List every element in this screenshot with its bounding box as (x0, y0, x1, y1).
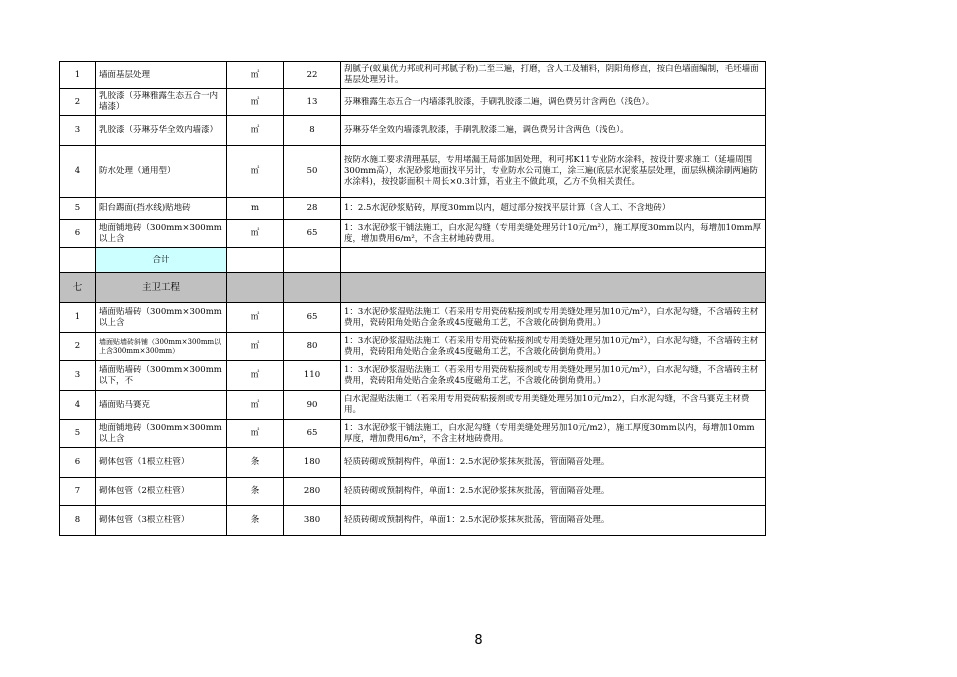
item-name-text: 合计 (152, 254, 170, 265)
description-text: 1：3水泥砂浆干铺法施工，白水泥勾缝（专用美缝处理另计10元/m²），施工厚度30mm以内，每增加10mm厚度，增加费用6/m²，不含主材地砖费用。 (344, 222, 762, 244)
unit-cell (227, 89, 284, 116)
unit-cell (227, 248, 284, 273)
quantity-cell (284, 478, 341, 506)
description-text: 芬琳雅露生态五合一内墙漆乳胶漆，手刷乳胶漆二遍，调色费另计含两色（浅色）。 (344, 96, 655, 107)
unit-cell (227, 361, 284, 391)
table-row (60, 361, 766, 391)
item-name-cell (96, 62, 227, 89)
unit-text: ㎡ (250, 125, 260, 135)
unit-cell (227, 333, 284, 361)
unit-text: ㎡ (250, 428, 260, 438)
description-text: 轻质砖砌或预制构件，单面1：2.5水泥砂浆抹灰批荡，管面隔音处理。 (344, 515, 610, 525)
table-row (60, 333, 766, 361)
item-number-cell (60, 333, 96, 361)
description-text: 刮腻子(蚁巢优力邦或利可邦腻子粉)二至三遍，打磨，含人工及辅料，阴阳角修直，按白色墙面编制，毛坯墙面基层处理另计。 (344, 64, 759, 85)
quantity-cell (284, 448, 341, 478)
quantity-text: 80 (306, 341, 318, 351)
description-cell (341, 89, 766, 116)
description-cell (341, 478, 766, 506)
description-cell (341, 62, 766, 89)
item-name-text: 乳胶漆（芬琳芬华全效内墙漆） (99, 125, 219, 135)
item-number-cell (60, 448, 96, 478)
item-number-text: 3 (74, 370, 81, 380)
description-cell (341, 391, 766, 420)
description-text: 1：3水泥砂浆湿贴法施工（若采用专用瓷砖粘接剂或专用美缝处理另加10元/m²），白水泥勾缝，不含墙砖主材费用，瓷砖阳角处贴合金条或45度磁角工艺，不含玻化砖倒角费用。） (344, 364, 759, 386)
quotation-table-body (60, 62, 766, 536)
item-name-cell (96, 391, 227, 420)
unit-text: ㎡ (250, 370, 260, 380)
unit-cell (227, 273, 284, 303)
table-row (60, 116, 766, 146)
item-name-text: 主卫工程 (141, 282, 180, 293)
item-number-cell (60, 248, 96, 273)
item-number-text: 4 (74, 399, 81, 410)
unit-cell (227, 198, 284, 220)
table-row (60, 303, 766, 333)
item-number-text: 7 (74, 486, 81, 496)
subtotal-row (60, 248, 766, 273)
item-name-cell (96, 478, 227, 506)
unit-text: 条 (250, 486, 260, 496)
quantity-cell (284, 361, 341, 391)
description-cell (341, 333, 766, 361)
table-row (60, 506, 766, 536)
item-name-text: 墙面贴马赛克 (99, 399, 151, 410)
description-cell (341, 116, 766, 146)
quantity-cell (284, 62, 341, 89)
item-number-cell (60, 391, 96, 420)
description-text: 轻质砖砌或预制构件，单面1：2.5水泥砂浆抹灰批荡，管面隔音处理。 (344, 457, 610, 467)
quantity-cell (284, 146, 341, 198)
description-text: 轻质砖砌或预制构件，单面1：2.5水泥砂浆抹灰批荡，管面隔音处理。 (344, 486, 610, 496)
unit-cell (227, 420, 284, 448)
item-name-text: 砌体包管（1根立柱管） (99, 457, 190, 467)
item-number-text: 6 (74, 457, 81, 467)
description-text: 芬琳芬华全效内墙漆乳胶漆，手刷乳胶漆二遍，调色费另计含两色（浅色）。 (344, 125, 629, 135)
item-name-text: 防水处理（通用型） (99, 166, 176, 176)
quantity-text: 65 (306, 312, 318, 322)
unit-text: 条 (250, 515, 260, 525)
item-number-cell (60, 220, 96, 248)
quantity-cell (284, 116, 341, 146)
table-row (60, 420, 766, 448)
description-text: 1：2.5水泥砂浆贴砖，厚度30mm以内，超过部分按找平层计算（含人工、不含地砖） (344, 203, 671, 213)
quantity-cell (284, 248, 341, 273)
unit-cell (227, 391, 284, 420)
item-number-text: 3 (74, 125, 81, 135)
item-name-cell (96, 420, 227, 448)
quantity-text: 65 (306, 428, 318, 438)
table-row (60, 62, 766, 89)
quantity-cell (284, 273, 341, 303)
description-cell (341, 146, 766, 198)
item-number-text: 1 (74, 69, 81, 80)
item-number-cell (60, 361, 96, 391)
quantity-text: 28 (306, 203, 318, 213)
description-cell (341, 273, 766, 303)
description-text: 1：3水泥砂浆干铺法施工，白水泥勾缝（专用美缝处理另加10元/m2），施工厚度30mm以内，每增加10mm厚度，增加费用6/m²，不含主材地砖费用。 (344, 422, 755, 444)
description-text: 白水泥湿贴法施工（若采用专用瓷砖粘接剂或专用美缝处理另加10元/m2），白水泥勾缝，不含马赛克主材费用。 (344, 394, 750, 415)
item-name-cell (96, 89, 227, 116)
item-name-cell (96, 220, 227, 248)
item-number-cell (60, 303, 96, 333)
quantity-text: 8 (309, 125, 315, 135)
unit-text: m (250, 203, 260, 213)
unit-cell (227, 506, 284, 536)
unit-cell (227, 448, 284, 478)
section-header-row (60, 273, 766, 303)
item-number-cell (60, 89, 96, 116)
page-number: 8 (474, 633, 483, 648)
description-text: 1：3水泥砂浆湿贴法施工（若采用专用瓷砖粘接剂或专用美缝处理另加10元/m²），白水泥勾缝，不含墙砖主材费用，瓷砖阳角处贴合金条或45度磁角工艺，不含玻化砖倒角费用。） (344, 335, 759, 357)
item-number-cell (60, 62, 96, 89)
table-row (60, 391, 766, 420)
unit-text: ㎡ (250, 69, 260, 80)
table-row (60, 448, 766, 478)
description-cell (341, 198, 766, 220)
table-row (60, 220, 766, 248)
unit-text: ㎡ (250, 312, 260, 322)
table-row (60, 198, 766, 220)
quantity-cell (284, 391, 341, 420)
quantity-cell (284, 420, 341, 448)
item-name-cell (96, 248, 227, 273)
unit-text: ㎡ (250, 166, 260, 176)
unit-cell (227, 303, 284, 333)
item-name-text: 墙面贴墙砖（300mm×300mm以上含 (99, 306, 222, 328)
description-text: 1：3水泥砂浆湿贴法施工（若采用专用瓷砖粘接剂或专用美缝处理另加10元/m²），白水泥勾缝，不含墙砖主材费用，瓷砖阳角处贴合金条或45度磁角工艺，不含玻化砖倒角费用。） (344, 306, 759, 328)
description-cell (341, 220, 766, 248)
unit-text: ㎡ (250, 228, 260, 238)
unit-cell (227, 62, 284, 89)
quantity-text: 50 (306, 166, 318, 176)
unit-cell (227, 220, 284, 248)
quantity-cell (284, 89, 341, 116)
item-name-text: 墙面贴墙砖斜铺（300mm×300mm以上含300mm×300mm） (99, 337, 222, 355)
item-name-cell (96, 146, 227, 198)
table-row (60, 146, 766, 198)
item-name-text: 砌体包管（3根立柱管） (99, 515, 190, 525)
item-name-cell (96, 273, 227, 303)
item-name-text: 乳胶漆（芬琳雅露生态五合一内墙漆） (99, 91, 219, 112)
item-name-text: 墙面贴墙砖（300mm×300mm以下，不 (99, 364, 222, 386)
quantity-text: 280 (303, 486, 321, 496)
item-name-cell (96, 198, 227, 220)
item-number-cell (60, 198, 96, 220)
item-number-text: 4 (74, 166, 81, 176)
description-cell (341, 448, 766, 478)
description-cell (341, 361, 766, 391)
item-number-cell (60, 146, 96, 198)
item-name-text: 砌体包管（2根立柱管） (99, 486, 190, 496)
unit-cell (227, 146, 284, 198)
item-name-cell (96, 506, 227, 536)
unit-cell (227, 116, 284, 146)
item-name-cell (96, 361, 227, 391)
item-number-cell (60, 478, 96, 506)
item-number-text: 1 (74, 312, 81, 322)
item-name-cell (96, 333, 227, 361)
item-number-text: 6 (74, 228, 81, 238)
quantity-cell (284, 303, 341, 333)
quantity-text: 22 (306, 69, 318, 80)
quantity-text: 65 (306, 228, 318, 238)
quantity-text: 180 (303, 457, 321, 467)
item-number-text: 8 (74, 515, 81, 525)
item-number-text: 5 (74, 203, 81, 213)
item-number-cell (60, 420, 96, 448)
quotation-table (59, 61, 766, 536)
description-cell (341, 303, 766, 333)
quantity-text: 13 (306, 96, 318, 107)
unit-text: 条 (250, 457, 260, 467)
unit-text: ㎡ (250, 341, 260, 351)
item-number-text: 2 (74, 96, 81, 107)
unit-text: ㎡ (250, 96, 260, 107)
quantity-cell (284, 506, 341, 536)
item-number-cell (60, 116, 96, 146)
item-number-text: 七 (72, 282, 83, 293)
quantity-cell (284, 333, 341, 361)
quantity-text: 110 (303, 370, 321, 380)
item-number-text: 5 (74, 428, 81, 438)
description-cell (341, 420, 766, 448)
table-row (60, 478, 766, 506)
item-number-text: 2 (74, 341, 81, 351)
item-name-text: 阳台踢面(挡水线)贴地砖 (99, 203, 191, 213)
table-row (60, 89, 766, 116)
item-name-cell (96, 116, 227, 146)
item-number-cell (60, 273, 96, 303)
item-name-text: 墙面基层处理 (99, 69, 151, 80)
quantity-cell (284, 220, 341, 248)
item-name-cell (96, 303, 227, 333)
item-name-text: 地面铺地砖（300mm×300mm以上含 (99, 422, 222, 444)
item-number-cell (60, 506, 96, 536)
unit-cell (227, 478, 284, 506)
item-name-cell (96, 448, 227, 478)
description-cell (341, 248, 766, 273)
quantity-text: 380 (303, 515, 321, 525)
unit-text: ㎡ (250, 399, 260, 410)
item-name-text: 地面铺地砖（300mm×300mm以上含 (99, 222, 222, 244)
description-cell (341, 506, 766, 536)
description-text: 按防水施工要求清理基层，专用堵漏王局部加固处理，利可邦K11专业防水涂料，按设计要求施工（延墙周围300mm高），水泥砂浆地面找平另计，专业防水公司施工，涂三遍(底层水泥浆基层处理，面层纵横涂刷两遍防水涂料)，按投影面积＋周长×0.3计算，若业主不做此项，乙方不负相关责任。 (344, 155, 758, 187)
quantity-text: 90 (306, 399, 318, 410)
quantity-cell (284, 198, 341, 220)
